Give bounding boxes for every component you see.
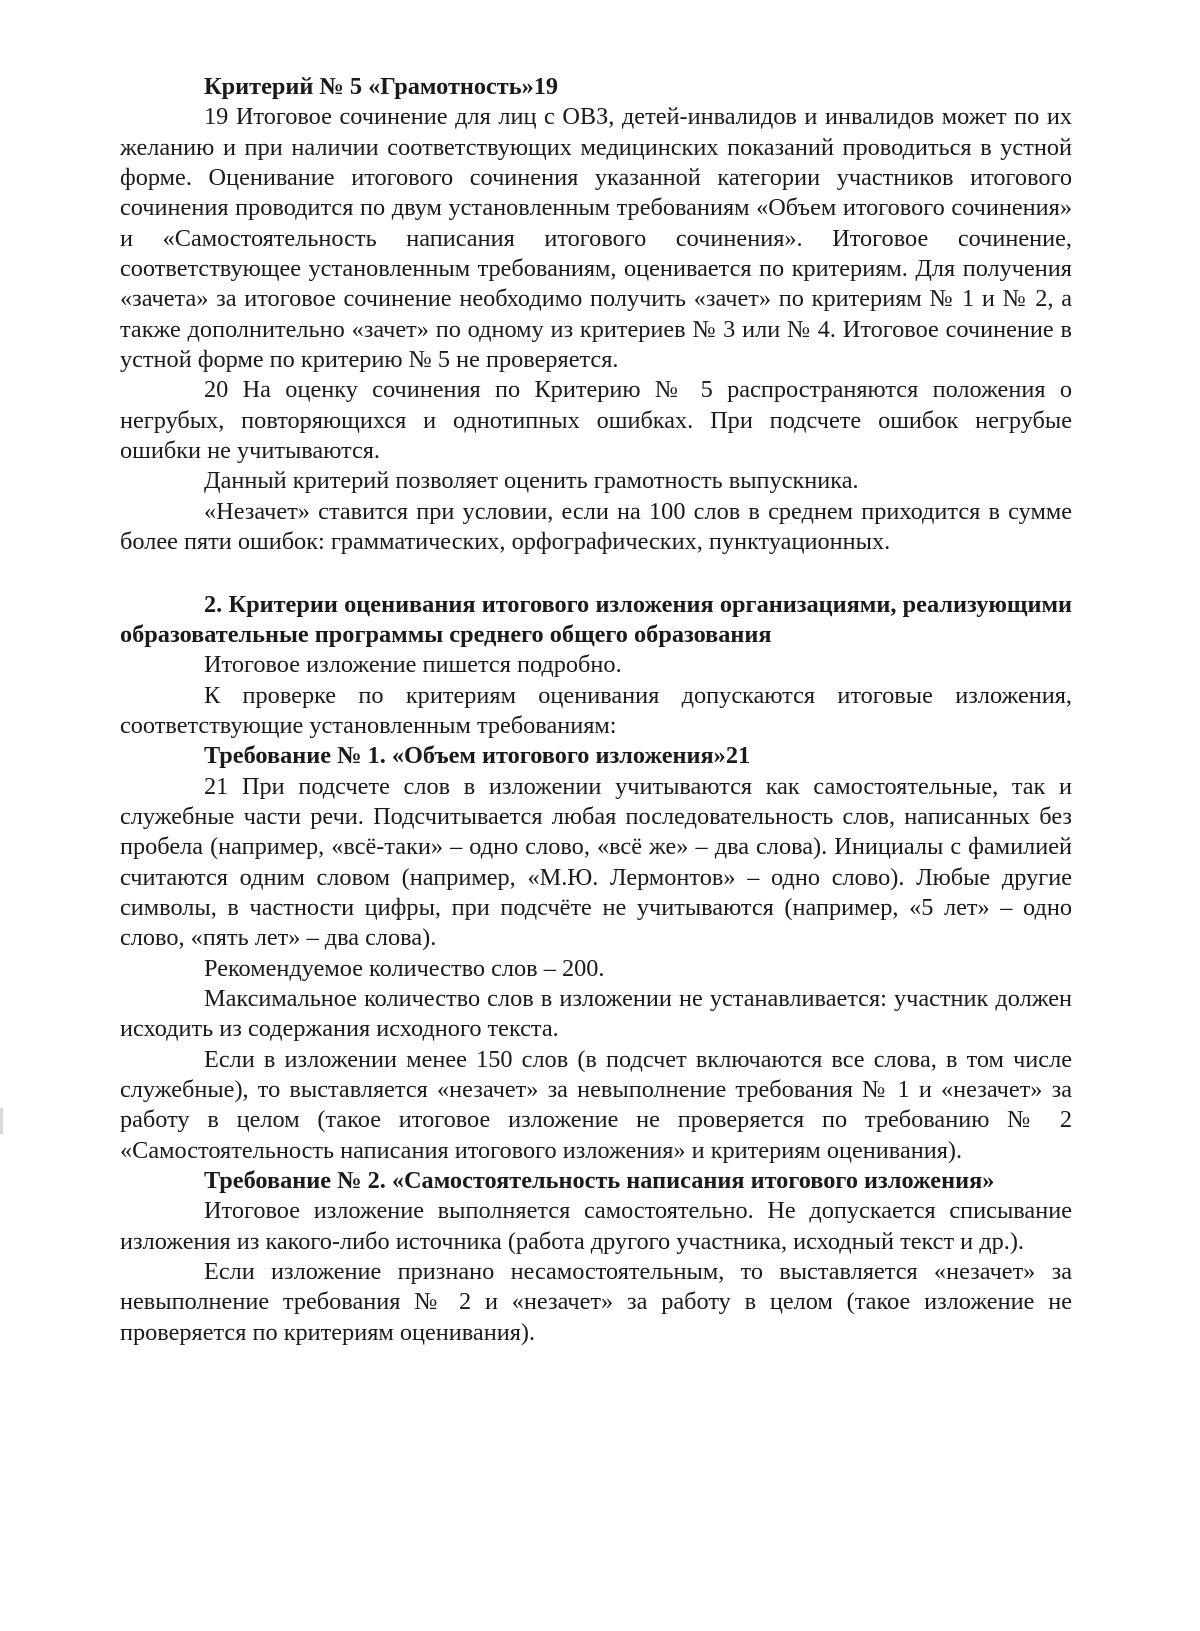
requirement-2-paragraph-2: Если изложение признано несамостоятельным, то выставляется «незачет» за невыполнение требования № 2 и «незачет» за работу в целом (такое изложение не проверяется по критериям оценивания). (120, 1258, 1072, 1346)
footnote-21: 21 При подсчете слов в изложении учитываются как самостоятельные, так и служебные части речи. Подсчитывается любая последовательность слов, написанных без пробела (например, «всё-таки» – одно слово, «всё же» – два слова). Инициалы с фамилией считаются одним словом (например, «М.Ю. Лермонтов» – одно слово). Любые другие символы, в частности цифры, при подсчёте не учитываются (например, «5 лет» – одно слово, «пять лет» – два слова). (120, 772, 1072, 952)
scan-edge-mark (0, 1108, 3, 1134)
requirement-2-paragraph-1: Итоговое изложение выполняется самостоятельно. Не допускается списывание изложения из какого-либо источника (работа другого участника, исходный текст и др.). (120, 1197, 1072, 1255)
document-page (120, 72, 1072, 1348)
requirement-1-max-count: Максимальное количество слов в изложении не устанавливается: участник должен исходить из содержания исходного текста. (120, 984, 1072, 1043)
criterion-5-heading: Критерий № 5 «Грамотность»19 (204, 73, 559, 100)
footnote-20: 20 На оценку сочинения по Критерию № 5 распространяются положения о негрубых, повторяющихся и однотипных ошибках. При подсчете ошибок негрубые ошибки не учитываются. (120, 376, 1072, 465)
section-2-heading: 2. Критерии оценивания итогового изложения организациями, реализующими образовательные программы среднего общего образования (120, 590, 1072, 648)
criterion-5-paragraph: Данный критерий позволяет оценить грамотность выпускника. (204, 467, 859, 495)
requirement-1-heading: Требование № 1. «Объем итогового изложения»21 (204, 742, 751, 770)
requirement-1-fail-condition: Если в изложении менее 150 слов (в подсчет включаются все слова, в том числе служебные), то выставляется «незачет» за невыполнение требования № 1 и «незачет» за работу в целом (такое итоговое изложение не проверяется по требованию № 2 «Самостоятельность написания итогового изложения» и критериям оценивания). (120, 1045, 1072, 1164)
footnote-19: 19 Итоговое сочинение для лиц с ОВЗ, детей-инвалидов и инвалидов может по их желанию и при наличии соответствующих медицинских показаний проводиться в устной форме. Оценивание итогового сочинения указанной категории участников итогового сочинения проводится по двум установленным требованиям «Объем итогового сочинения» и «Самостоятельность написания итогового сочинения». Итоговое сочинение, соответствующее установленным требованиям, оценивается по критериям. Для получения «зачета» за итоговое сочинение необходимо получить «зачет» по критериям № 1 и № 2, а также дополнительно «зачет» по одному из критериев № 3 или № 4. Итоговое сочинение в устной форме по критерию № 5 не проверяется. (120, 103, 1072, 374)
section-2-paragraph-1: Итоговое изложение пишется подробно. (204, 651, 622, 679)
requirement-2-heading: Требование № 2. «Самостоятельность написания итогового изложения» (204, 1167, 995, 1195)
section-spacer (120, 558, 1072, 590)
criterion-5-fail-condition: «Незачет» ставится при условии, если на 100 слов в среднем приходится в сумме более пяти ошибок: грамматических, орфографических, пунктуационных. (120, 497, 1072, 556)
section-2-paragraph-2: К проверке по критериям оценивания допускаются итоговые изложения, соответствующие установленным требованиям: (120, 681, 1072, 739)
requirement-1-recommended-count: Рекомендуемое количество слов – 200. (204, 954, 605, 982)
